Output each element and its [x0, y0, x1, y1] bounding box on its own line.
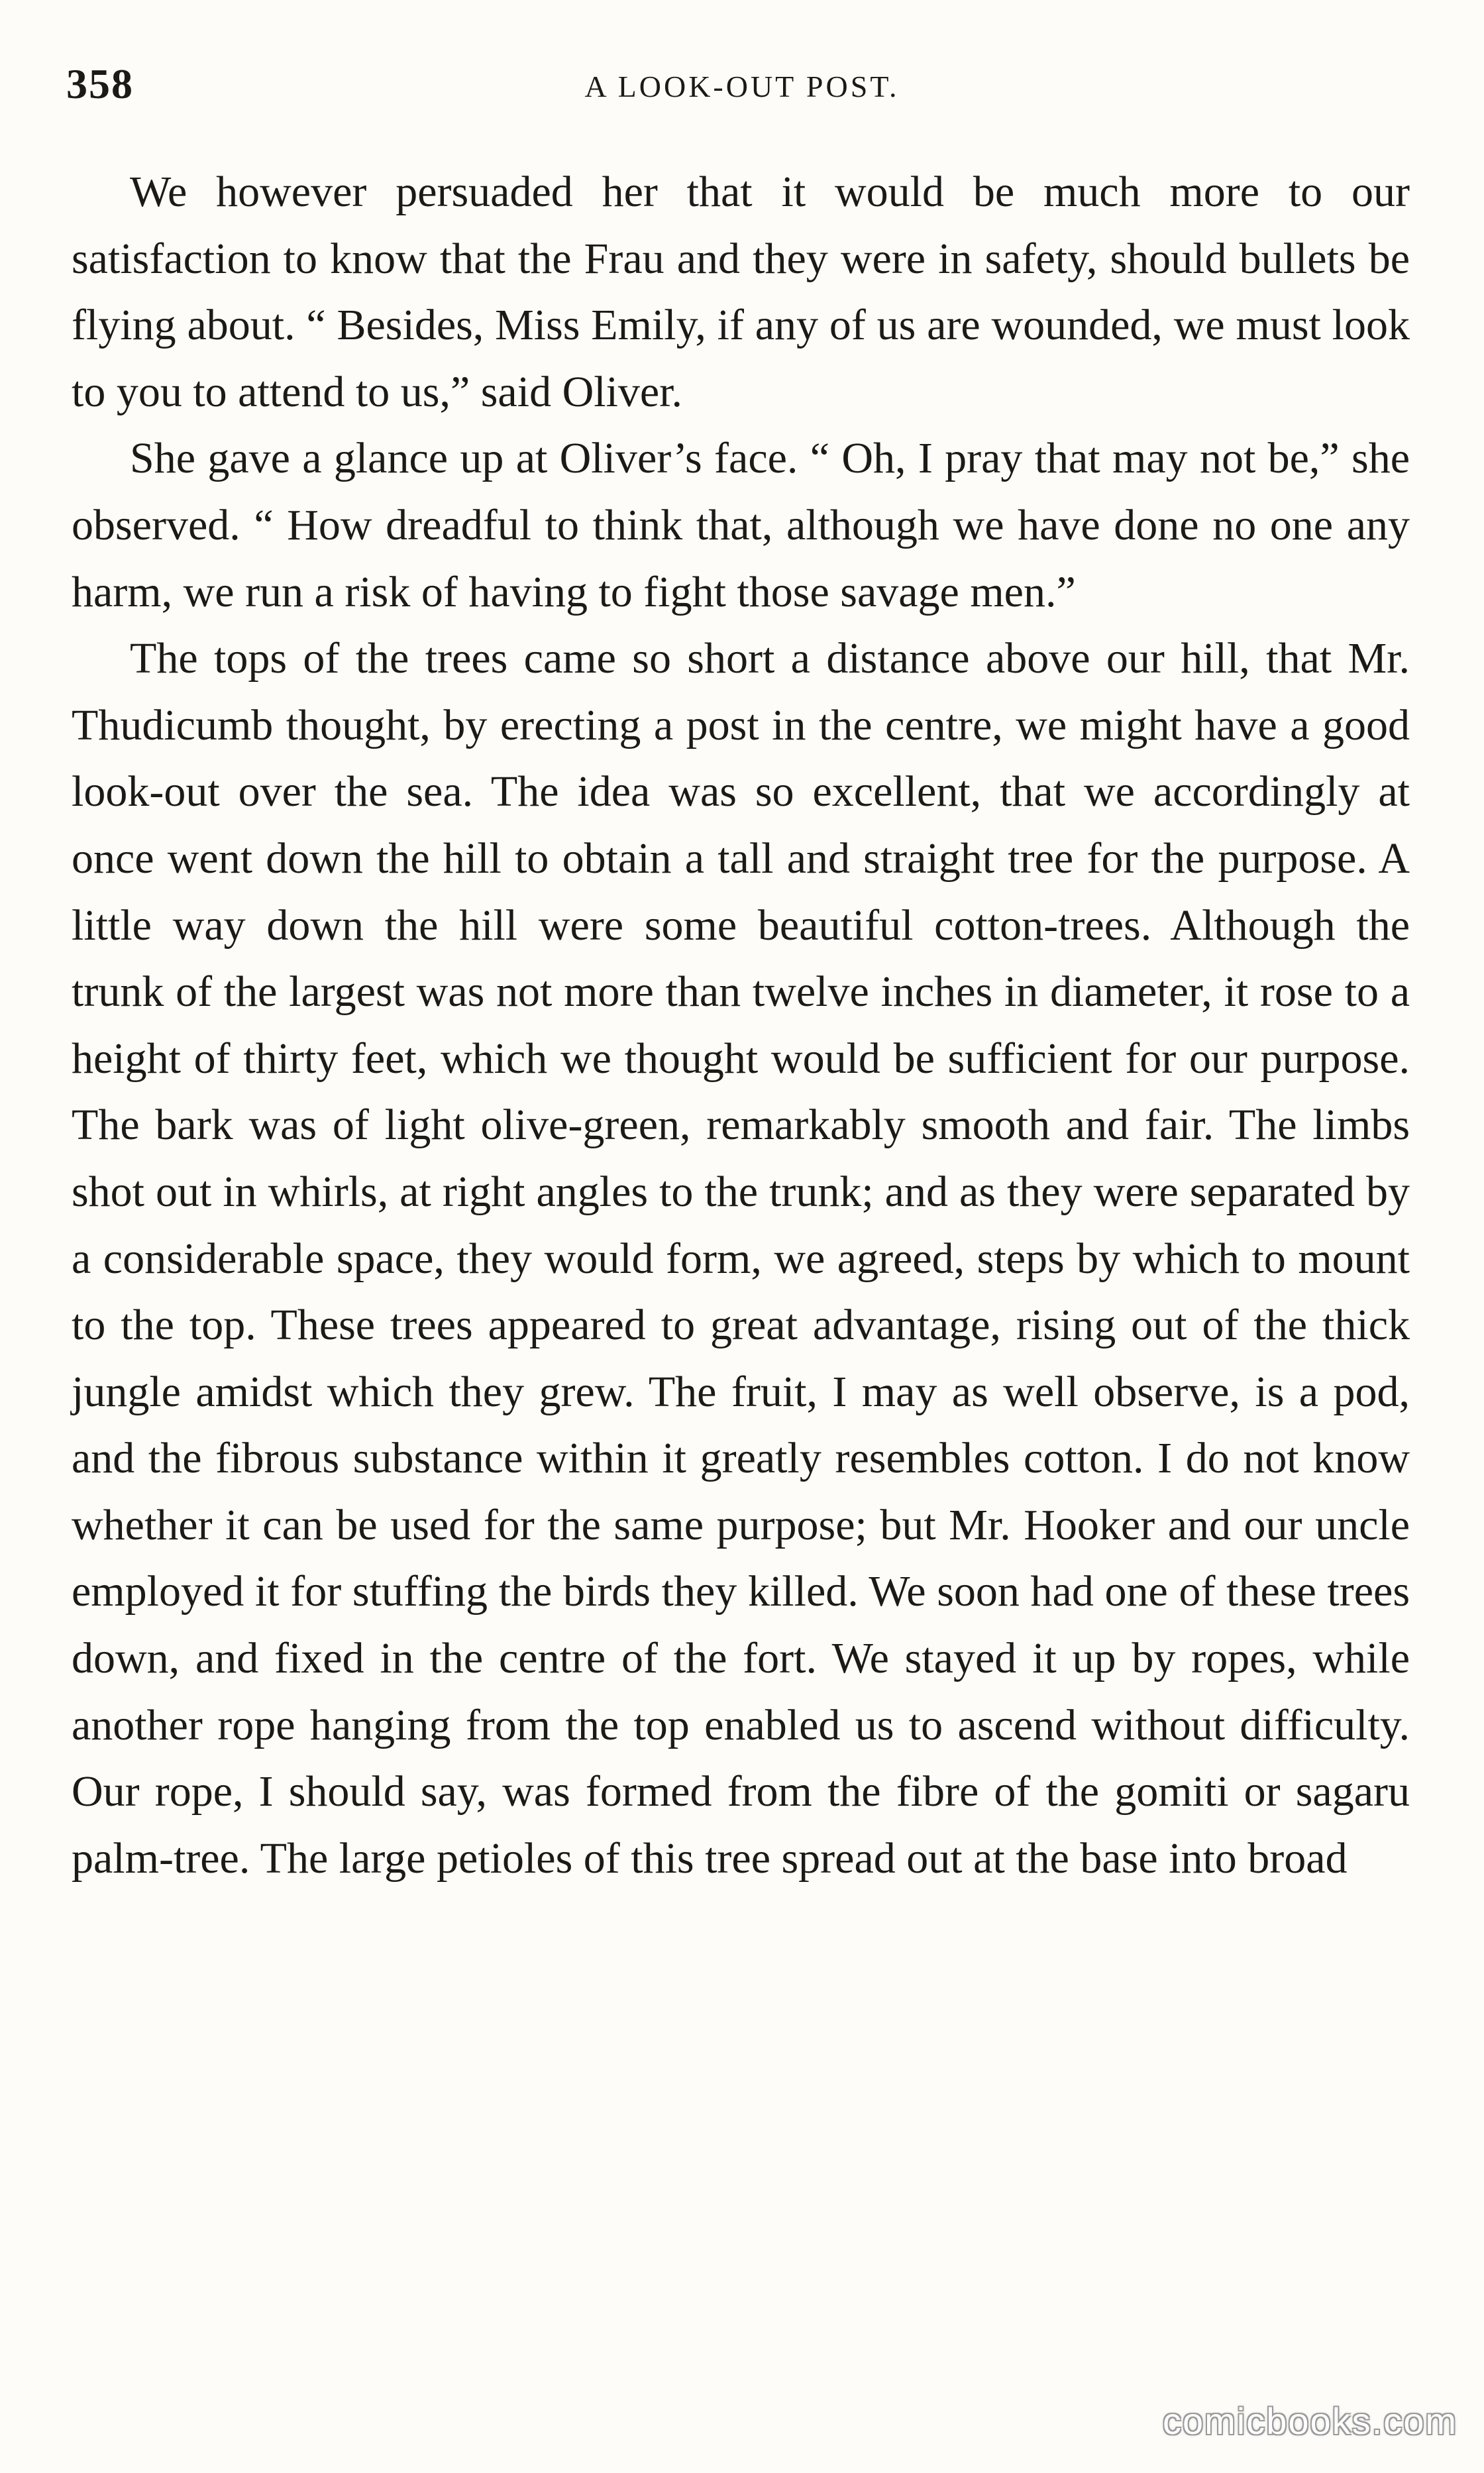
page-header	[66, 60, 1418, 119]
paragraph: She gave a glance up at Oliver’s face. “ Oh, I pray that may not be,” she observed. “ How dreadful to think that, although we have done no one any harm, we run a risk of having to fight those savage men.”	[72, 434, 1410, 616]
page-number: 358	[66, 60, 134, 107]
body-text	[72, 159, 1410, 1892]
watermark: comicbooks.com	[1162, 2400, 1458, 2442]
paragraph: We however persuaded her that it would be much more to our satisfaction to know that the Frau and they were in safety, should bullets be flying about. “ Besides, Miss Emily, if any of us are wounded, we must look to you to attend to us,” said Oliver.	[72, 168, 1410, 416]
paragraph: The tops of the trees came so short a distance above our hill, that Mr. Thudicumb thought, by erecting a post in the centre, we might have a good look-out over the sea. The idea was so excellent, that we accordingly at once went down the hill to obtain a tall and straight tree for the purpose. A little way down the hill were some beautiful cotton-trees. Although the trunk of the largest was not more than twelve inches in diameter, it rose to a height of thirty feet, which we thought would be sufficient for our purpose. The bark was of light olive-green, remarkably smooth and fair. The limbs shot out in whirls, at right angles to the trunk; and as they were separated by a considerable space, they would form, we agreed, steps by which to mount to the top. These trees appeared to great advantage, rising out of the thick jungle amidst which they grew. The fruit, I may as well observe, is a pod, and the fibrous substance within it greatly resembles cotton. I do not know whether it can be used for the same purpose; but Mr. Hooker and our uncle employed it for stuffing the birds they killed. We soon had one of these trees down, and fixed in the centre of the fort. We stayed it up by ropes, while another rope hanging from the top enabled us to ascend without difficulty. Our rope, I should say, was formed from the fibre of the gomiti or sagaru palm-tree. The large petioles of this tree spread out at the base into broad	[72, 634, 1410, 1883]
running-head: A LOOK-OUT POST.	[584, 70, 900, 103]
